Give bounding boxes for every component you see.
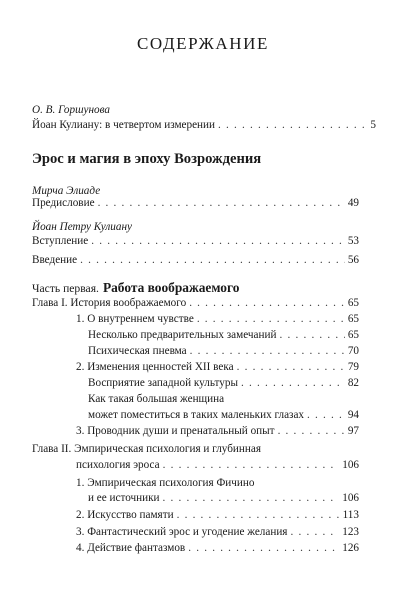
dot-leader bbox=[91, 235, 345, 248]
toc-entry-page: 79 bbox=[347, 361, 359, 373]
toc-entry-title: Йоан Кулиану: в четвертом измерении bbox=[32, 119, 216, 131]
chapter-entry[interactable] bbox=[76, 459, 359, 472]
dot-leader bbox=[177, 509, 340, 522]
dot-leader bbox=[237, 361, 345, 374]
toc-entry-title: Введение bbox=[32, 254, 78, 266]
toc-entry-title: и ее источники bbox=[88, 492, 160, 504]
toc-entry[interactable] bbox=[76, 313, 359, 326]
toc-entry-title: 3. Проводник души и пренатальный опыт bbox=[76, 425, 275, 437]
preface-author: Мирча Элиаде bbox=[32, 185, 101, 197]
toc-entry[interactable] bbox=[32, 254, 359, 267]
intro-author: О. В. Горшунова bbox=[32, 104, 111, 116]
toc-entry-title: 2. Искусство памяти bbox=[76, 509, 174, 521]
dot-leader bbox=[80, 254, 345, 267]
toc-entry[interactable] bbox=[88, 345, 359, 358]
toc-entry-title-line1: 1. Эмпирическая психология Фичино bbox=[76, 477, 255, 489]
toc-entry[interactable] bbox=[88, 492, 359, 505]
dot-leader bbox=[278, 425, 345, 438]
toc-entry-page: 126 bbox=[342, 542, 359, 554]
dot-leader bbox=[163, 492, 340, 505]
toc-entry-title: 4. Действие фантазмов bbox=[76, 542, 186, 554]
chapter-page: 106 bbox=[342, 459, 359, 471]
toc-entry-title: Предисловие bbox=[32, 197, 95, 209]
toc-entry-page: 94 bbox=[347, 409, 359, 421]
dot-leader bbox=[307, 409, 345, 422]
toc-entry[interactable] bbox=[76, 425, 359, 438]
toc-entry-page: 70 bbox=[347, 345, 359, 357]
toc-entry-page: 49 bbox=[347, 197, 359, 209]
dot-leader bbox=[190, 345, 345, 358]
chapter-title: Глава I. История воображаемого bbox=[32, 297, 187, 309]
toc-entry[interactable] bbox=[76, 361, 359, 374]
toc-entry-title-line1: Как такая большая женщина bbox=[88, 393, 225, 405]
toc-entry-page: 123 bbox=[342, 526, 359, 538]
toc-entry-page: 56 bbox=[347, 254, 359, 266]
toc-entry-title: 1. О внутреннем чувстве bbox=[76, 313, 194, 325]
toc-entry[interactable] bbox=[88, 409, 359, 422]
part-title: Работа воображаемого bbox=[102, 280, 240, 295]
toc-entry[interactable] bbox=[32, 197, 359, 210]
dot-leader bbox=[279, 329, 344, 342]
dot-leader bbox=[241, 377, 345, 390]
toc-entry-page: 53 bbox=[347, 235, 359, 247]
toc-entry[interactable] bbox=[88, 377, 359, 390]
dot-leader bbox=[98, 197, 345, 210]
dot-leader bbox=[197, 313, 345, 326]
toc-entry[interactable] bbox=[76, 542, 359, 555]
toc-entry-page: 97 bbox=[347, 425, 359, 437]
chapter-title: психология эроса bbox=[76, 459, 160, 471]
toc-entry-page: 106 bbox=[342, 492, 359, 504]
toc-entry[interactable] bbox=[32, 119, 376, 132]
chapter-entry[interactable] bbox=[32, 297, 359, 310]
toc-entry-title: Вступление bbox=[32, 235, 89, 247]
dot-leader bbox=[189, 297, 345, 310]
book-author: Йоан Петру Кулиану bbox=[32, 221, 132, 233]
toc-entry-page: 65 bbox=[347, 329, 359, 341]
toc-entry-title: Восприятие западной культуры bbox=[88, 377, 238, 389]
part-heading bbox=[32, 279, 239, 297]
dot-leader bbox=[163, 459, 340, 472]
chapter-page: 65 bbox=[347, 297, 359, 309]
toc-entry-title: может поместиться в таких маленьких глазах bbox=[88, 409, 305, 421]
toc-entry[interactable] bbox=[88, 329, 359, 342]
toc-entry-page: 113 bbox=[342, 509, 359, 521]
section-title: Эрос и магия в эпоху Возрождения bbox=[32, 151, 262, 167]
toc-entry-title: 3. Фантастический эрос и угодение желания bbox=[76, 526, 288, 538]
dot-leader bbox=[290, 526, 339, 539]
toc-entry-title: Психическая пневма bbox=[88, 345, 187, 357]
toc-entry-page: 5 bbox=[370, 119, 376, 131]
part-label: Часть первая. bbox=[32, 282, 99, 295]
toc-entry[interactable] bbox=[32, 235, 359, 248]
toc-entry-page: 65 bbox=[347, 313, 359, 325]
toc-entry[interactable] bbox=[76, 526, 359, 539]
dot-leader bbox=[188, 542, 339, 555]
toc-entry-title: 2. Изменения ценностей XII века bbox=[76, 361, 234, 373]
toc-entry-title: Несколько предварительных замечаний bbox=[88, 329, 277, 341]
page-title: СОДЕРЖАНИЕ bbox=[136, 34, 270, 53]
chapter-title-line1: Глава II. Эмпирическая психология и глубинная bbox=[32, 443, 261, 455]
dot-leader bbox=[218, 119, 367, 132]
toc-entry-page: 82 bbox=[347, 377, 359, 389]
toc-entry[interactable] bbox=[76, 509, 359, 522]
